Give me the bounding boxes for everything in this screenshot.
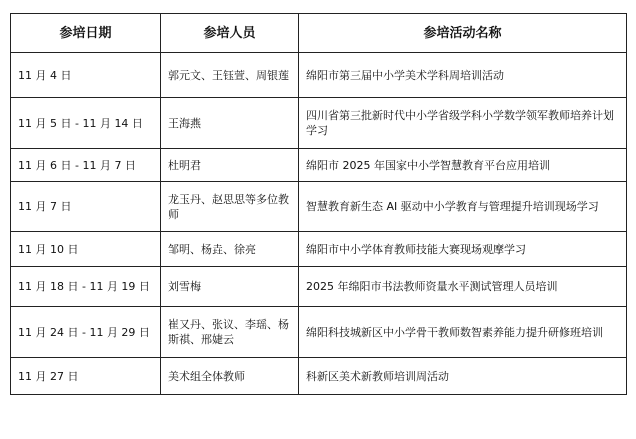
cell-activity: 2025 年绵阳市书法教师资量水平测试管理人员培训 (299, 267, 627, 307)
table-row (11, 182, 627, 232)
cell-people: 郭元文、王钰萱、周银莲 (161, 53, 299, 98)
table-row (11, 98, 627, 149)
cell-date: 11 月 10 日 (11, 232, 161, 267)
cell-date: 11 月 18 日 - 11 月 19 日 (11, 267, 161, 307)
cell-people: 王海燕 (161, 98, 299, 149)
table-header-row (11, 14, 627, 53)
header-people: 参培人员 (161, 14, 299, 53)
cell-activity: 科新区美术新教师培训周活动 (299, 358, 627, 395)
cell-date: 11 月 5 日 - 11 月 14 日 (11, 98, 161, 149)
training-table (10, 13, 627, 395)
cell-date: 11 月 6 日 - 11 月 7 日 (11, 149, 161, 182)
cell-activity: 智慧教育新生态 AI 驱动中小学教育与管理提升培训现场学习 (299, 182, 627, 232)
cell-date: 11 月 27 日 (11, 358, 161, 395)
training-table-container (10, 13, 626, 395)
table-row (11, 267, 627, 307)
header-date: 参培日期 (11, 14, 161, 53)
cell-activity: 绵阳市中小学体育教师技能大赛现场观摩学习 (299, 232, 627, 267)
cell-activity: 四川省第三批新时代中小学省级学科小学数学领军教师培养计划学习 (299, 98, 627, 149)
cell-people: 崔又丹、张议、李瑶、杨斯祺、邢婕云 (161, 307, 299, 358)
cell-activity: 绵阳科技城新区中小学骨干教师数智素养能力提升研修班培训 (299, 307, 627, 358)
cell-people: 龙玉丹、赵思思等多位教师 (161, 182, 299, 232)
cell-people: 美术组全体教师 (161, 358, 299, 395)
cell-activity: 绵阳市第三届中小学美术学科周培训活动 (299, 53, 627, 98)
cell-date: 11 月 4 日 (11, 53, 161, 98)
cell-activity: 绵阳市 2025 年国家中小学智慧教育平台应用培训 (299, 149, 627, 182)
cell-people: 刘雪梅 (161, 267, 299, 307)
table-row (11, 358, 627, 395)
cell-people: 邹明、杨垚、徐亮 (161, 232, 299, 267)
cell-date: 11 月 7 日 (11, 182, 161, 232)
cell-people: 杜明君 (161, 149, 299, 182)
table-row (11, 307, 627, 358)
table-row (11, 149, 627, 182)
table-row (11, 53, 627, 98)
table-row (11, 232, 627, 267)
cell-date: 11 月 24 日 - 11 月 29 日 (11, 307, 161, 358)
header-activity: 参培活动名称 (299, 14, 627, 53)
